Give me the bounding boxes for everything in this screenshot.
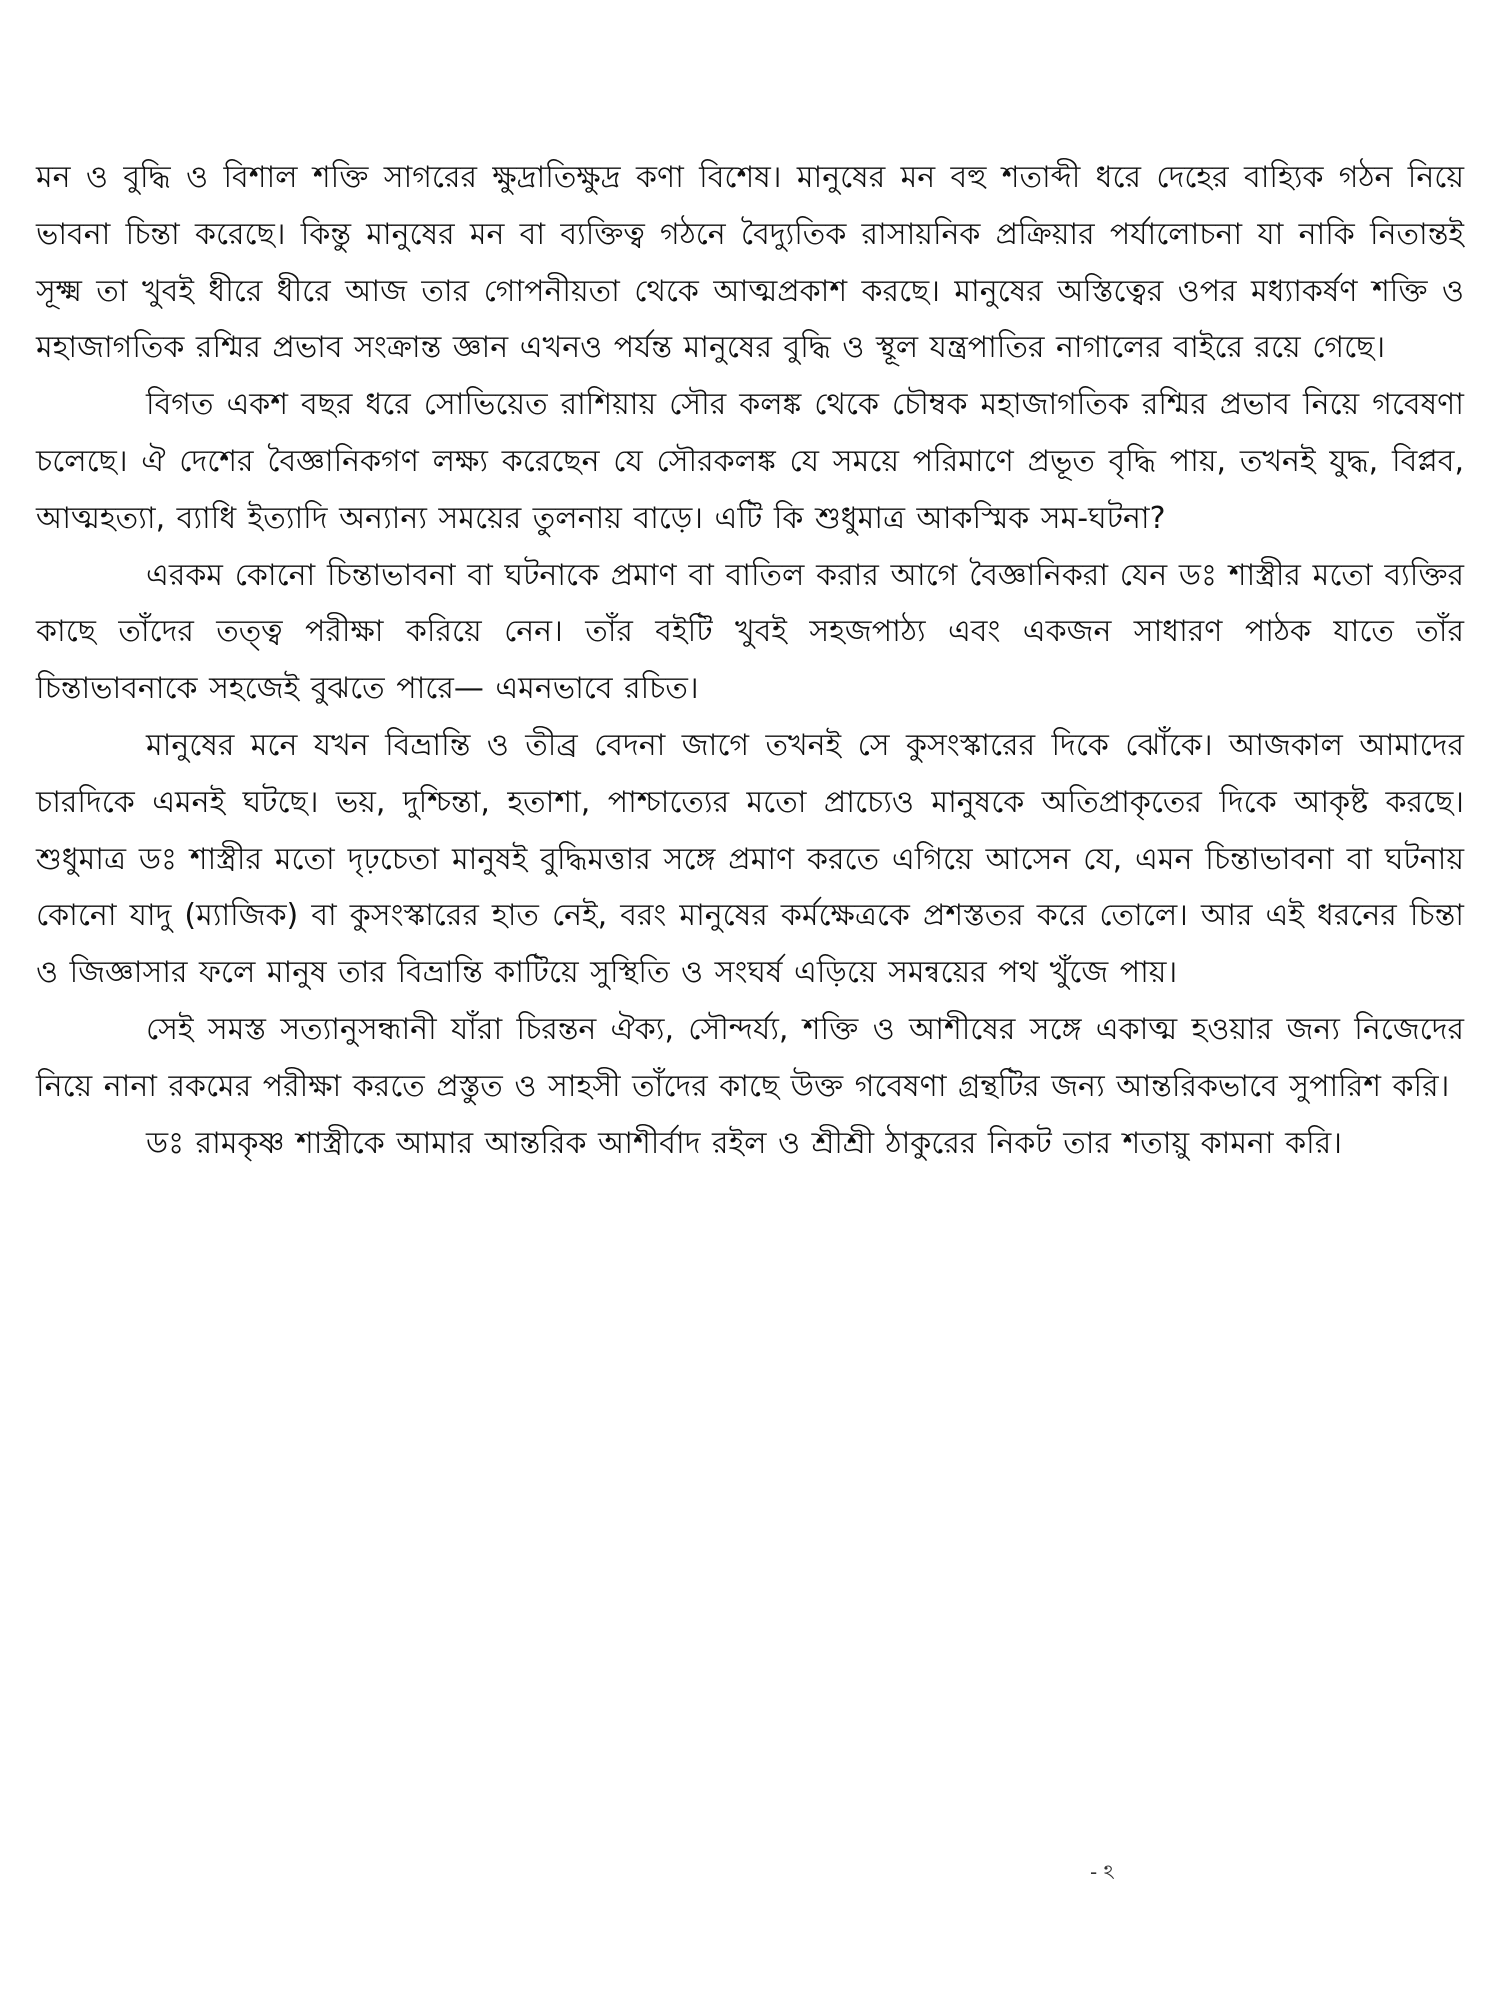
paragraph-2: বিগত একশ বছর ধরে সোভিয়েত রাশিয়ায় সৌর কলঙ্ক থেকে চৌম্বক মহাজাগতিক রশ্মির প্রভাব নিয়ে গবেষণা চলেছে। ঐ দেশের বৈজ্ঞানিকগণ লক্ষ্য করেছেন যে সৌরকলঙ্ক যে সময়ে পরিমাণে প্রভূত বৃদ্ধি পায়, তখনই যুদ্ধ, বিপ্লব, আত্মহত্যা, ব্যাধি ইত্যাদি অন্যান্য সময়ের তুলনায় বাড়ে। এটি কি শুধুমাত্র আকস্মিক সম-ঘটনা? <box>36 387 1464 536</box>
page-number-mark: - ঽ <box>1090 1860 1115 1884</box>
paragraph-1: মন ও বুদ্ধি ও বিশাল শক্তি সাগরের ক্ষুদ্রাতিক্ষুদ্র কণা বিশেষ। মানুষের মন বহু শতাব্দী ধরে দেহের বাহ্যিক গঠন নিয়ে ভাবনা চিন্তা করেছে। কিন্তু মানুষের মন বা ব্যক্তিত্ব গঠনে বৈদ্যুতিক রাসায়নিক প্রক্রিয়ার পর্যালোচনা যা নাকি নিতান্তই সূক্ষ্ম তা খুবই ধীরে ধীরে আজ তার গোপনীয়তা থেকে আত্মপ্রকাশ করছে। মানুষের অস্তিত্বের ওপর মধ্যাকর্ষণ শক্তি ও মহাজাগতিক রশ্মির প্রভাব সংক্রান্ত জ্ঞান এখনও পর্যন্ত মানুষের বুদ্ধি ও স্থূল যন্ত্রপাতির নাগালের বাইরে রয়ে গেছে। <box>36 160 1464 366</box>
paragraph-5: সেই সমস্ত সত্যানুসন্ধানী যাঁরা চিরন্তন ঐক্য, সৌন্দর্য্য, শক্তি ও আশীষের সঙ্গে একাত্ম হওয়ার জন্য নিজেদের নিয়ে নানা রকমের পরীক্ষা করতে প্রস্তুত ও সাহসী তাঁদের কাছে উক্ত গবেষণা গ্রন্থটির জন্য আন্তরিকভাবে সুপারিশ করি। <box>36 1011 1464 1104</box>
paragraph-3: এরকম কোনো চিন্তাভাবনা বা ঘটনাকে প্রমাণ বা বাতিল করার আগে বৈজ্ঞানিকরা যেন ডঃ শাস্ত্রীর মতো ব্যক্তির কাছে তাঁদের তত্ত্ব পরীক্ষা করিয়ে নেন। তাঁর বইটি খুবই সহজপাঠ্য এবং একজন সাধারণ পাঠক যাতে তাঁর চিন্তাভাবনাকে সহজেই বুঝতে পারে— এমনভাবে রচিত। <box>36 557 1464 707</box>
paragraph-6: ডঃ রামকৃষ্ণ শাস্ত্রীকে আমার আন্তরিক আশীর্বাদ রইল ও শ্রীশ্রী ঠাকুরের নিকট তার শতায়ু কামনা করি। <box>146 1125 1342 1161</box>
paragraph-4: মানুষের মনে যখন বিভ্রান্তি ও তীব্র বেদনা জাগে তখনই সে কুসংস্কারের দিকে ঝোঁকে। আজকাল আমাদের চারদিকে এমনই ঘটছে। ভয়, দুশ্চিন্তা, হতাশা, পাশ্চাত্যের মতো প্রাচ্যেও মানুষকে অতিপ্রাকৃতের দিকে আকৃষ্ট করছে। শুধুমাত্র ডঃ শাস্ত্রীর মতো দৃঢ়চেতা মানুষই বুদ্ধিমত্তার সঙ্গে প্রমাণ করতে এগিয়ে আসেন যে, এমন চিন্তাভাবনা বা ঘটনায় কোনো যাদু (ম্যাজিক) বা কুসংস্কারের হাত নেই, বরং মানুষের কর্মক্ষেত্রকে প্রশস্ততর করে তোলে। আর এই ধরনের চিন্তা ও জিজ্ঞাসার ফলে মানুষ তার বিভ্রান্তি কাটিয়ে সুস্থিতি ও সংঘর্ষ এড়িয়ে সমন্বয়ের পথ খুঁজে পায়। <box>36 727 1464 991</box>
